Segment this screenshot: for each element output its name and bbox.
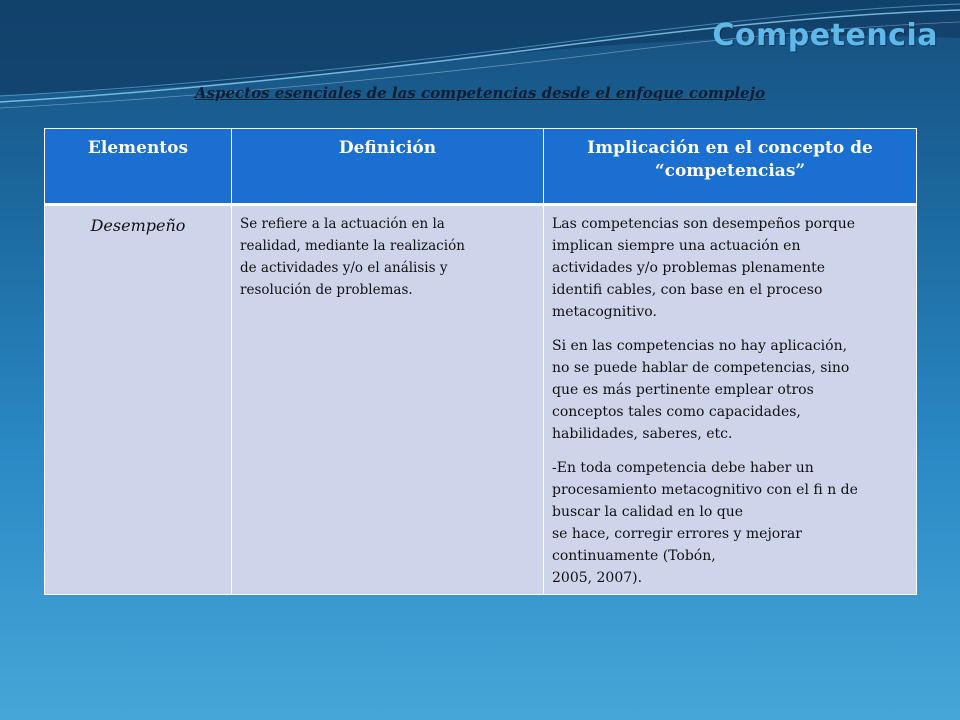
implicacion-line: no se puede hablar de competencias, sino [552, 360, 850, 376]
implicacion-paragraph-2 [552, 335, 908, 445]
header-elementos: Elementos [45, 129, 232, 205]
implicacion-line: implican siempre una actuación en [552, 238, 801, 254]
table-row [45, 205, 917, 595]
implicacion-line: 2005, 2007). [552, 570, 643, 586]
cell-definicion [232, 205, 544, 595]
implicacion-paragraph-3 [552, 457, 908, 589]
definicion-line: de actividades y/o el análisis y [240, 260, 448, 276]
header-implicacion-line-2: “competencias” [654, 161, 806, 181]
definicion-line: Se refiere a la actuación en la [240, 216, 445, 232]
implicacion-line: procesamiento metacognitivo con el fi n de [552, 482, 858, 498]
header-implicacion [544, 129, 917, 205]
cell-elemento: Desempeño [45, 205, 232, 595]
implicacion-line: Las competencias son desempeños porque [552, 216, 856, 232]
header-implicacion-line-1: Implicación en el concepto de [587, 138, 873, 158]
implicacion-line: habilidades, saberes, etc. [552, 426, 733, 442]
implicacion-line: que es más pertinente emplear otros [552, 382, 814, 398]
implicacion-line: conceptos tales como capacidades, [552, 404, 801, 420]
header-definicion: Definición [232, 129, 544, 205]
implicacion-line: identifi cables, con base en el proceso [552, 282, 823, 298]
definicion-line: realidad, mediante la realización [240, 238, 465, 254]
slide-subtitle: Aspectos esenciales de las competencias desde el enfoque complejo [194, 84, 766, 102]
implicacion-line: metacognitivo. [552, 304, 657, 320]
implicacion-line: buscar la calidad en lo que [552, 504, 744, 520]
implicacion-line: actividades y/o problemas plenamente [552, 260, 826, 276]
slide-title: Competencia [712, 18, 938, 53]
competency-table [44, 128, 917, 595]
cell-implicacion [544, 205, 917, 595]
table-header-row [45, 129, 917, 205]
implicacion-paragraph-1 [552, 213, 908, 323]
implicacion-line: Si en las competencias no hay aplicación, [552, 338, 848, 354]
implicacion-line: se hace, corregir errores y mejorar [552, 526, 802, 542]
implicacion-line: -En toda competencia debe haber un [552, 460, 814, 476]
definicion-line: resolución de problemas. [240, 282, 413, 298]
implicacion-line: continuamente (Tobón, [552, 548, 716, 564]
